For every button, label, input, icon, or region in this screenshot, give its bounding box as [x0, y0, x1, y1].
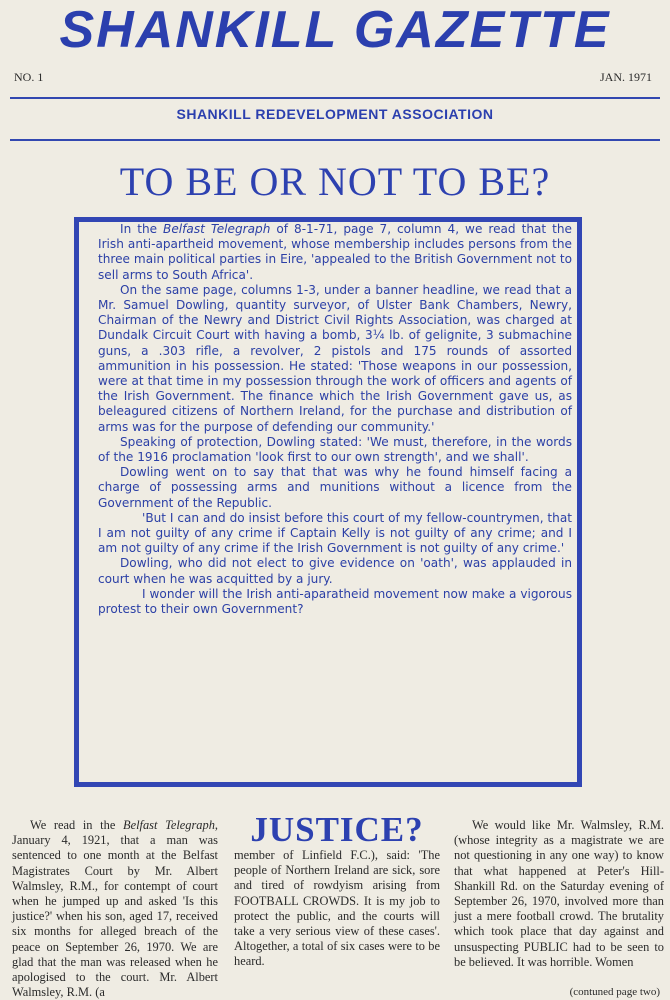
justice-column-left	[12, 818, 218, 1000]
column-text: We read in the	[30, 818, 123, 832]
association-banner: SHANKILL REDEVELOPMENT ASSOCIATION	[176, 106, 494, 122]
story-paragraph: On the same page, columns 1-3, under a banner headline, we read that a Mr. Samuel Dowling, quantity surveyor, of Ulster Bank Chambers, Newry, Chairman of the Newry and District Civil Rights Association, was charged at Dundalk Circuit Court with having a bomb, 3¼ lb. of gelignite, 3 submachine guns, a .303 rifle, a revolver, 2 pistols and 175 rounds of assorted ammunition in his possession. He stated: 'Those weapons in our possession, were at that time in my possession through the work of officers and agents of the Irish Government. The finance which the Irish Government gave us, as beleagured citizens of Northern Ireland, for the purchase and distribution of arms was for the purpose of defending our community.'	[98, 282, 572, 434]
story-paragraph: 'But I can and do insist before this court of my fellow-countrymen, that I am not guilty of any crime if Captain Kelly is not guilty of any crime; and I am not guilty of any crime if the Irish Government is not guilty of any crime.'	[98, 510, 572, 556]
masthead-title: SHANKILL GAZETTE	[59, 1, 611, 59]
continued-note: (contuned page two)	[569, 986, 660, 998]
main-story	[98, 222, 572, 617]
top-rule	[10, 97, 660, 99]
story-paragraph: Dowling went on to say that that was why he found himself facing a charge of possessing arms and munitions without a licence from the Government of the Republic.	[98, 465, 572, 510]
column-paragraph: member of Linfield F.C.), said: 'The people of Northern Ireland are sick, sore and tired of rowdyism arising from FOOTBALL CROWDS. It is my job to protect the public, and the courts will take a very serious view of these cases'. Altogether, a total of six cases were to be heard.	[234, 848, 440, 969]
story-text: In the	[120, 222, 164, 236]
issue-date: JAN. 1971	[599, 70, 652, 84]
justice-column-right	[454, 818, 664, 970]
story-paragraph	[98, 222, 572, 283]
column-paragraph	[12, 818, 218, 1000]
story-source: Belfast Telegraph	[163, 222, 271, 236]
story-paragraph: Dowling, who did not elect to give evidence on 'oath', was applauded in court when he was acquitted by a jury.	[98, 556, 572, 586]
issue-number: NO. 1	[14, 70, 44, 84]
story-paragraph: I wonder will the Irish anti-aparatheid movement now make a vigorous protest to their own Government?	[98, 586, 572, 617]
story-text: of 8-1-71, page 7, column 4, we read that the Irish anti-apartheid movement, whose membership includes persons from the three main political parties in Eire, 'appealed to the British Government not to sell arms to South Africa'.	[98, 222, 572, 282]
bottom-rule	[10, 139, 660, 141]
column-paragraph: We would like Mr. Walmsley, R.M. (whose integrity as a magistrate we are not questioning in any one way) to know that what happened at Peter's Hill-Shankill Rd. on the Saturday evening of September 26, 1970, involved more than just a mere football crowd. The brutality which took place that day against and unsuspecting PUBLIC had to be seen to be believed. It was horrible. Women	[454, 818, 664, 969]
story-paragraph: Speaking of protection, Dowling stated: 'We must, therefore, in the words of the 1916 proclamation 'look first to our own strength', and we shall'.	[98, 434, 572, 465]
main-headline: TO BE OR NOT TO BE?	[119, 159, 551, 204]
column-source: Belfast Telegraph	[123, 818, 215, 832]
justice-column-middle	[234, 848, 440, 970]
justice-headline: JUSTICE?	[250, 810, 424, 849]
column-text: , January 4, 1921, that a man was sentenced to one month at the Belfast Magistrates Court by Mr. Albert Walmsley, R.M., for contempt of court when he jumped up and asked 'Is this justice?' when his son, aged 17, received six months for alleged breach of the peace on September 26, 1970. We are glad that the man was released when he apologised to the court. Mr. Albert Walmsley, R.M. (a	[12, 818, 218, 1000]
